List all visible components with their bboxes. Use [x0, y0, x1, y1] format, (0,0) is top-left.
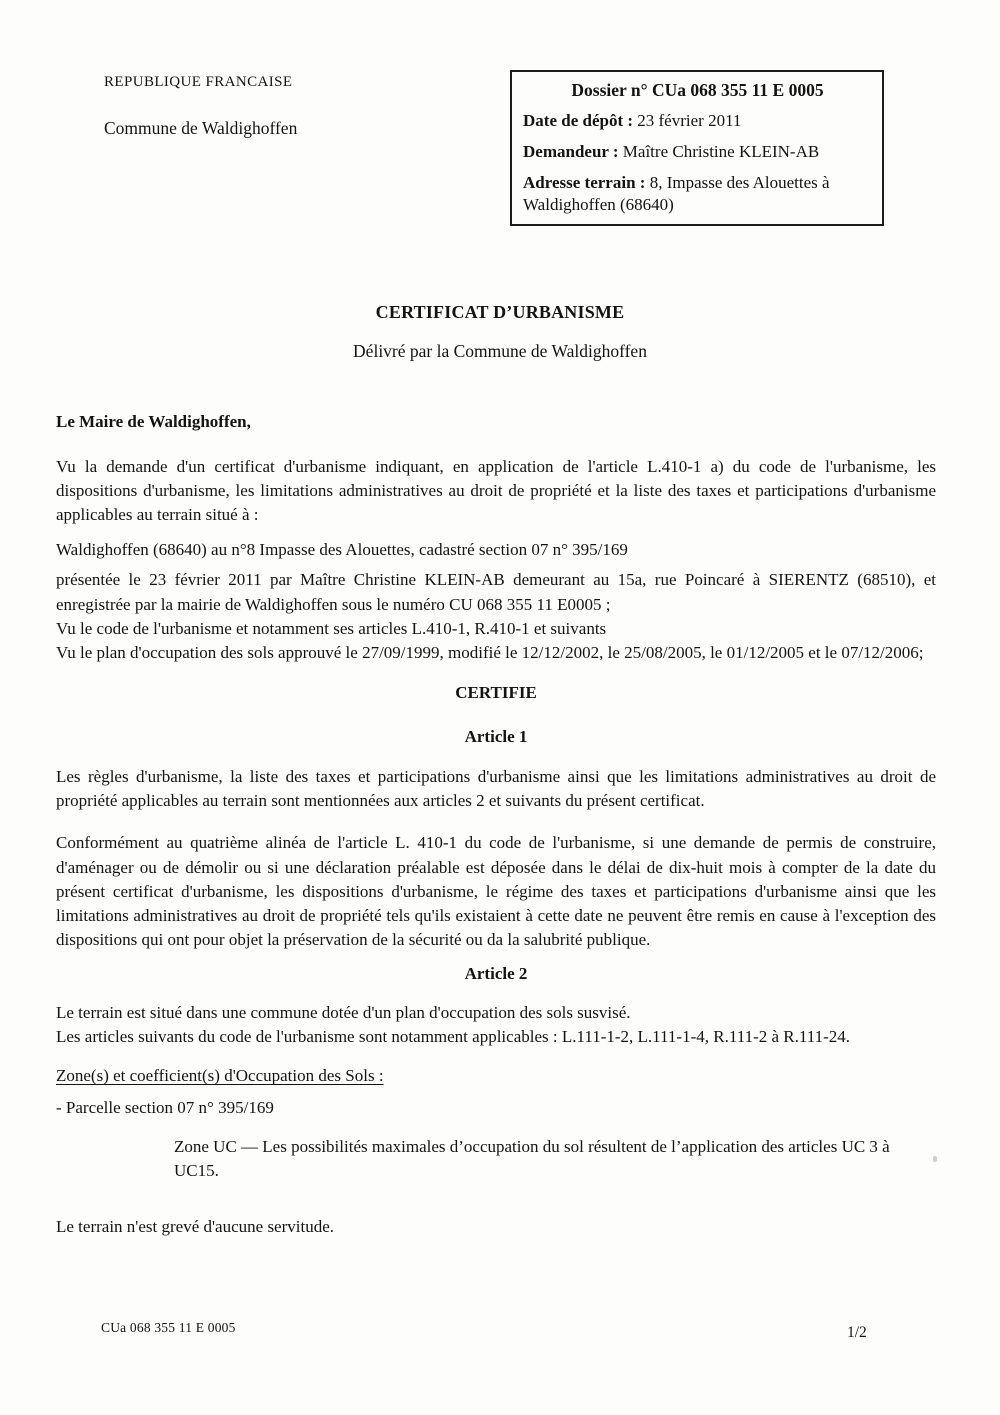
demandeur-label: Demandeur :: [523, 142, 619, 162]
paragraph-vu-demande: Vu la demande d'un certificat d'urbanisme indiquant, en application de l'article L.410-1 a) du code de l'urbanisme, les dispositions d'urbanisme, les limitations administratives au droit de propriété et la liste des taxes et participations d'urbanisme applicables au terrain situé à :: [56, 456, 936, 525]
adresse-terrain-label: Adresse terrain :: [523, 172, 646, 192]
article2-line-1: Le terrain est situé dans une commune dotée d'un plan d'occupation des sols susvisé.: [56, 1003, 631, 1023]
line-terrain-cadastre: Waldighoffen (68640) au n°8 Impasse des Alouettes, cadastré section 07 n° 395/169: [56, 540, 628, 560]
salutation-line: Le Maire de Waldighoffen,: [56, 411, 251, 431]
dossier-adresse-row: [523, 172, 872, 216]
title-block: [0, 300, 1000, 363]
certifie-heading: CERTIFIE: [455, 682, 537, 702]
issuer-block: [104, 70, 297, 141]
article1-paragraph-1: Les règles d'urbanisme, la liste des taxes et participations d'urbanisme ainsi que les limitations administratives au droit de propriété applicables au terrain sont mentionnées aux articles 2 et suivants du présent certificat.: [56, 767, 936, 811]
dossier-demandeur-row: [523, 141, 872, 163]
paragraph-presentee: présentée le 23 février 2011 par Maître Christine KLEIN-AB demeurant au 15a, rue Poincaré à SIERENTZ (68510), et enregistrée par la mairie de Waldighoffen sous le numéro CU 068 355 11 E0005 ;: [56, 570, 936, 614]
commune-line: Commune de Waldighoffen: [104, 118, 298, 139]
paragraph-vu-plan: Vu le plan d'occupation des sols approuvé le 27/09/1999, modifié le 12/12/2002, le 25/08/2005, le 01/12/2005 et le 07/12/2006;: [56, 642, 924, 662]
dossier-number: Dossier n° CUa 068 355 11 E 0005: [571, 80, 824, 100]
date-depot-value: 23 février 2011: [637, 111, 742, 131]
page-header: [0, 0, 1000, 226]
republique-line: REPUBLIQUE FRANCAISE: [104, 74, 293, 90]
adresse-terrain-value: 8, Impasse des Alouettes à Waldighoffen (68640): [523, 172, 830, 214]
footer-page-number: 1/2: [847, 1324, 867, 1341]
servitude-line: Le terrain n'est grevé d'aucune servitude.: [56, 1216, 335, 1236]
scan-artifact: [933, 1156, 937, 1162]
footer-reference: CUa 068 355 11 E 0005: [101, 1320, 236, 1335]
date-depot-label: Date de dépôt :: [523, 111, 634, 131]
document-body: [0, 410, 1000, 1239]
article1-heading: Article 1: [464, 727, 528, 747]
dossier-date-row: [523, 110, 872, 132]
zones-heading: Zone(s) et coefficient(s) d'Occupation des Sols :: [56, 1066, 384, 1086]
dossier-info-box: [510, 70, 884, 226]
zone-uc-paragraph: Zone UC — Les possibilités maximales d’occupation du sol résultent de l’application des articles UC 3 à UC15.: [174, 1136, 890, 1180]
article1-paragraph-2: Conformément au quatrième alinéa de l'article L. 410-1 du code de l'urbanisme, si une demande de permis de construire, d'aménager ou de démolir ou si une déclaration préalable est déposée dans le délai de dix-huit mois à compter de la date du présent certificat d'urbanisme, les dispositions d'urbanisme, le régime des taxes et participations d'urbanisme ainsi que les limitations administratives au droit de propriété tels qu'ils existaient à cette date ne peuvent être remis en cause à l'exception des dispositions qui ont pour objet la préservation de la sécurité ou da la salubrité publique.: [56, 833, 936, 949]
line-vu-code: Vu le code de l'urbanisme et notamment ses articles L.410-1, R.410-1 et suivants: [56, 618, 607, 638]
article2-line-2: Les articles suivants du code de l'urbanisme sont notamment applicables : L.111-1-2, L.111-1-4, R.111-2 à R.111-24.: [56, 1027, 851, 1047]
document-subtitle: Délivré par la Commune de Waldighoffen: [353, 340, 647, 361]
document-title: CERTIFICAT D’URBANISME: [375, 302, 625, 323]
demandeur-value: Maître Christine KLEIN-AB: [622, 142, 820, 162]
parcelle-line: - Parcelle section 07 n° 395/169: [56, 1097, 274, 1117]
article2-heading: Article 2: [464, 964, 528, 984]
